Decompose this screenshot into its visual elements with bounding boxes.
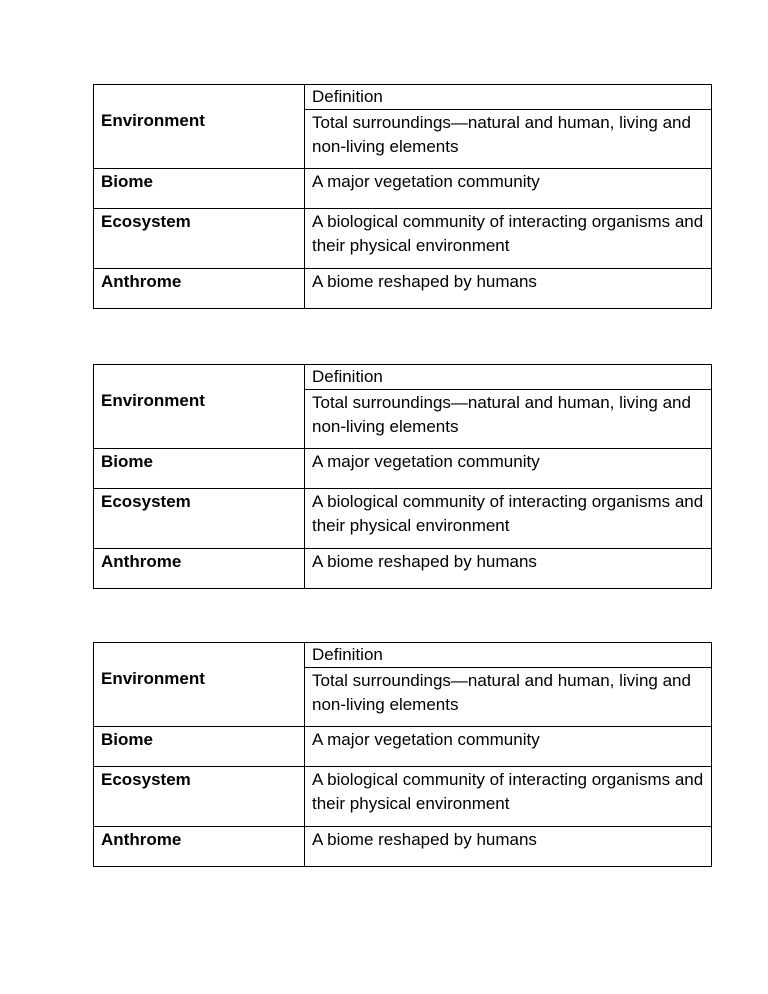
definition-header: Definition (305, 365, 711, 390)
term-cell: Environment (94, 643, 305, 727)
definition-header: Definition (305, 85, 711, 110)
definition-cell: A biome reshaped by humans (305, 549, 712, 589)
definition-cell: A biological community of interacting organisms and their physical environment (305, 767, 712, 827)
term-cell: Anthrome (94, 549, 305, 589)
definition-header: Definition (305, 643, 711, 668)
term-cell: Ecosystem (94, 489, 305, 549)
term-cell: Environment (94, 85, 305, 169)
definition-table (93, 642, 712, 867)
table-row (94, 169, 712, 209)
term-cell: Anthrome (94, 269, 305, 309)
definition-table (93, 364, 712, 589)
term-cell: Environment (94, 365, 305, 449)
definition-cell (305, 85, 712, 169)
definition-cell: A major vegetation community (305, 169, 712, 209)
definition-cell (305, 365, 712, 449)
table-row (94, 827, 712, 867)
definition-text: Total surroundings—natural and human, living and non-living elements (312, 671, 691, 714)
term-cell: Ecosystem (94, 209, 305, 269)
table-row (94, 643, 712, 727)
definition-cell: A biome reshaped by humans (305, 827, 712, 867)
table-row (94, 727, 712, 767)
table-row (94, 489, 712, 549)
term-cell: Anthrome (94, 827, 305, 867)
term-cell: Biome (94, 449, 305, 489)
definition-cell: A biome reshaped by humans (305, 269, 712, 309)
definition-cell (305, 643, 712, 727)
term-cell: Biome (94, 169, 305, 209)
table-row (94, 767, 712, 827)
table-row (94, 85, 712, 169)
definition-cell: A major vegetation community (305, 449, 712, 489)
definition-text: Total surroundings—natural and human, living and non-living elements (312, 393, 691, 436)
definition-text: Total surroundings—natural and human, living and non-living elements (312, 113, 691, 156)
definition-table (93, 84, 712, 309)
table-row (94, 449, 712, 489)
table-row (94, 209, 712, 269)
definition-cell: A biological community of interacting organisms and their physical environment (305, 489, 712, 549)
definition-cell: A major vegetation community (305, 727, 712, 767)
table-row (94, 365, 712, 449)
term-cell: Biome (94, 727, 305, 767)
definition-cell: A biological community of interacting organisms and their physical environment (305, 209, 712, 269)
term-cell: Ecosystem (94, 767, 305, 827)
table-row (94, 269, 712, 309)
table-row (94, 549, 712, 589)
